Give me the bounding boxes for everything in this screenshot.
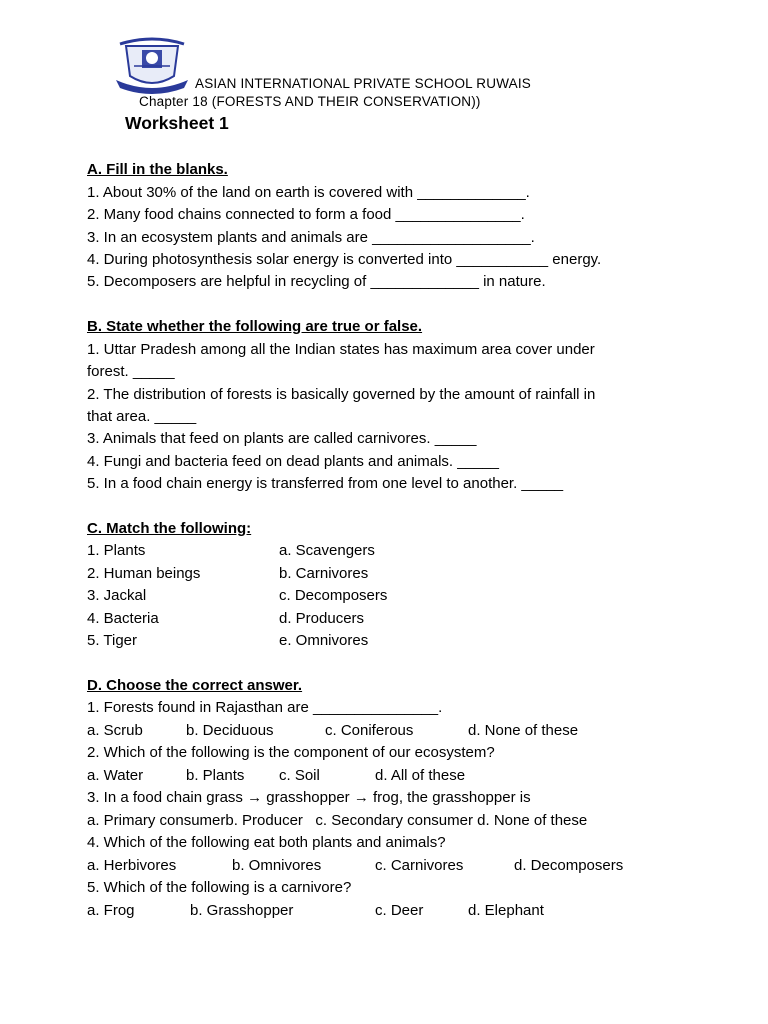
match-left: 4. Bacteria — [87, 610, 159, 627]
option: a. Frog — [87, 902, 135, 919]
question-3: 3. In a food chain grass → grasshopper → frog, the grasshopper is — [87, 789, 531, 806]
match-left: 2. Human beings — [87, 565, 201, 582]
section-b-heading: B. State whether the following are true or false. — [87, 318, 423, 335]
section-a-item: 1. About 30% of the land on earth is covered with _____________. — [87, 184, 530, 201]
section-b-item: that area. _____ — [87, 408, 197, 425]
question-1: 1. Forests found in Rajasthan are _______________. — [87, 699, 443, 716]
option: c. Deer — [375, 902, 424, 919]
section-a-heading: A. Fill in the blanks. — [87, 161, 228, 178]
section-d-heading: D. Choose the correct answer. — [87, 677, 303, 694]
option: d. Decomposers — [514, 857, 624, 874]
question-5: 5. Which of the following is a carnivore? — [87, 879, 352, 896]
option: b. Plants — [186, 767, 245, 784]
section-a-item: 2. Many food chains connected to form a food _______________. — [87, 206, 525, 223]
match-right: d. Producers — [279, 610, 365, 627]
section-a-item: 4. During photosynthesis solar energy is converted into ___________ energy. — [87, 251, 602, 268]
section-b-item: 2. The distribution of forests is basically governed by the amount of rainfall in — [87, 386, 596, 403]
question-3-options: a. Primary consumerb. Producer c. Secondary consumer d. None of these — [87, 812, 588, 829]
match-right: c. Decomposers — [279, 587, 388, 604]
section-c-heading: C. Match the following: — [87, 520, 252, 537]
section-b-item: 3. Animals that feed on plants are called carnivores. _____ — [87, 430, 477, 447]
match-right: b. Carnivores — [279, 565, 369, 582]
match-left: 5. Tiger — [87, 632, 138, 649]
school-name: ASIAN INTERNATIONAL PRIVATE SCHOOL RUWAIS — [195, 76, 531, 91]
section-a-item: 3. In an ecosystem plants and animals are ___________________. — [87, 229, 535, 246]
option: b. Deciduous — [186, 722, 274, 739]
question-4: 4. Which of the following eat both plants and animals? — [87, 834, 446, 851]
option: b. Grasshopper — [190, 902, 294, 919]
option: c. Carnivores — [375, 857, 464, 874]
section-b-item: 4. Fungi and bacteria feed on dead plants and animals. _____ — [87, 453, 499, 470]
section-a-item: 5. Decomposers are helpful in recycling of _____________ in nature. — [87, 273, 546, 290]
option: b. Omnivores — [232, 857, 322, 874]
option: d. None of these — [468, 722, 579, 739]
option: a. Herbivores — [87, 857, 177, 874]
match-left: 1. Plants — [87, 542, 146, 559]
option: a. Water — [87, 767, 144, 784]
option: d. Elephant — [468, 902, 544, 919]
section-b-item: 5. In a food chain energy is transferred from one level to another. _____ — [87, 475, 564, 492]
option: c. Coniferous — [325, 722, 414, 739]
question-2: 2. Which of the following is the component of our ecosystem? — [87, 744, 495, 761]
option: a. Scrub — [87, 722, 143, 739]
school-crest-icon — [112, 36, 192, 94]
section-b-item: forest. _____ — [87, 363, 175, 380]
worksheet-title: Worksheet 1 — [125, 113, 229, 133]
match-right: e. Omnivores — [279, 632, 369, 649]
match-right: a. Scavengers — [279, 542, 375, 559]
option: c. Soil — [279, 767, 320, 784]
option: d. All of these — [375, 767, 466, 784]
match-left: 3. Jackal — [87, 587, 147, 604]
chapter-title: Chapter 18 (FORESTS AND THEIR CONSERVATION)) — [139, 94, 481, 109]
section-b-item: 1. Uttar Pradesh among all the Indian states has maximum area cover under — [87, 341, 595, 358]
